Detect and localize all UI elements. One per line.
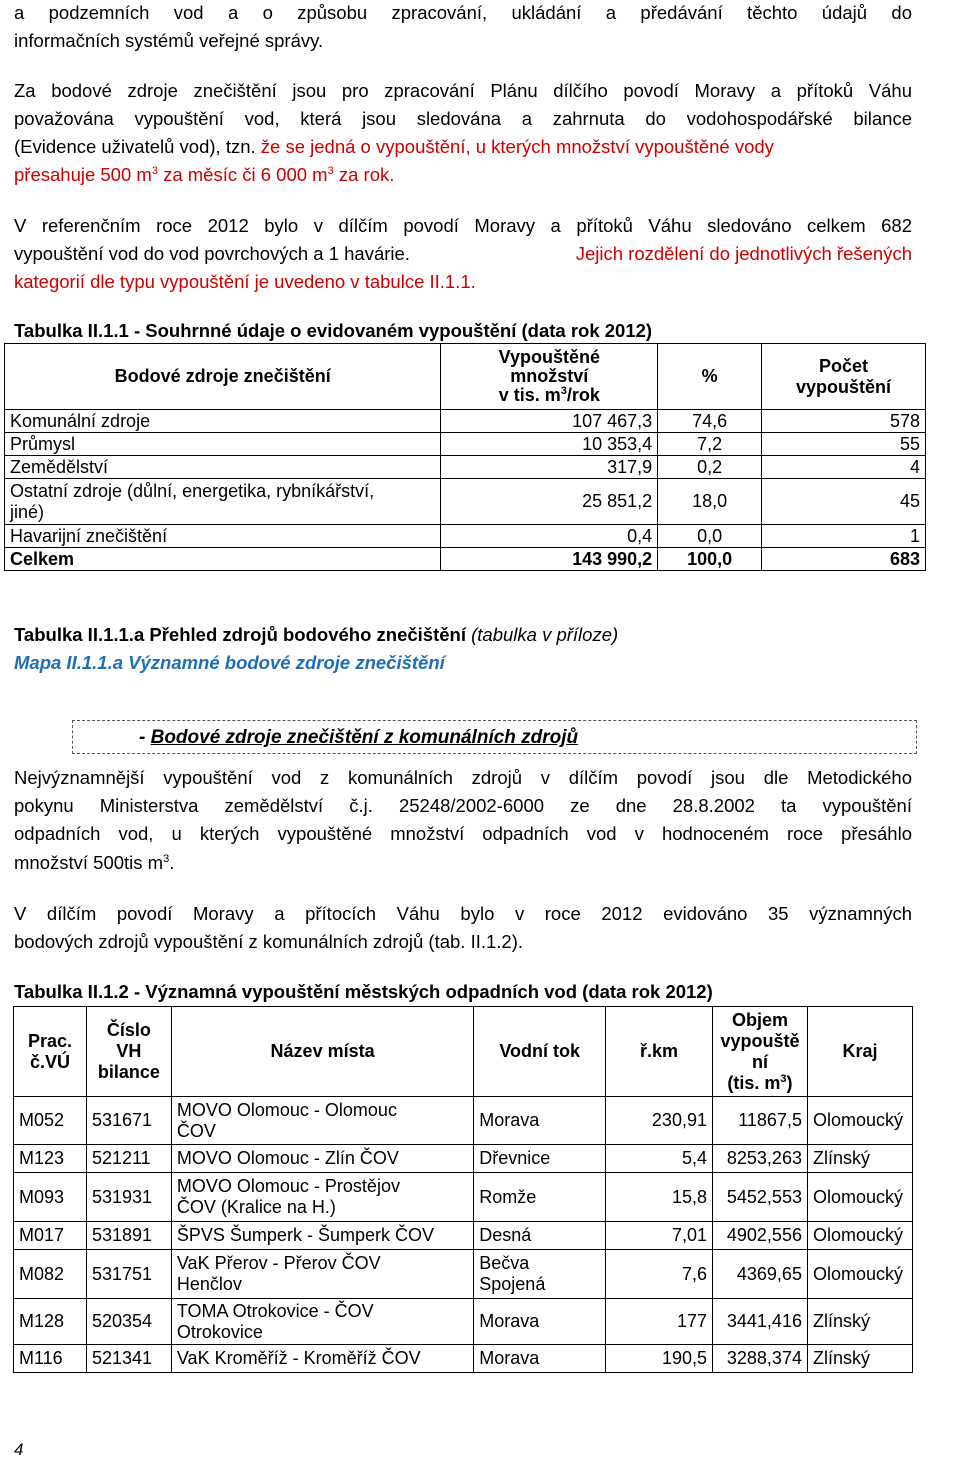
cell-vh: 531671 [86,1097,171,1145]
sup-m3: 3 [163,853,170,865]
section-heading-box [72,720,917,754]
cell-stream [474,1250,606,1299]
table-row [5,456,926,479]
cell-place-l1: MOVO Olomouc - Prostějov [176,1176,400,1196]
cell-stream: Morava [474,1345,606,1373]
para2-line3: kategorií dle typu vypouštění je uvedeno v tabulce II.1.1. [14,271,476,292]
cell-stream-l1: Bečva [479,1253,530,1273]
cell-prac: M128 [14,1299,87,1345]
header-region: Kraj [807,1007,912,1097]
cell-volume: 8253,263 [712,1145,807,1173]
para2-l2a: vypouštění vod do vod povrchových a 1 havárie. [14,243,410,264]
header-amount-l3 [446,386,652,405]
para1-l4a: přesahuje 500 m [14,164,152,185]
row-name-l1: Ostatní zdroje (důlní, energetika, rybníkářství, [10,480,375,501]
cell-rkm: 177 [606,1299,713,1345]
sup-m3: 3 [327,165,334,177]
cell-stream: Romže [474,1173,606,1222]
cell-place [171,1173,473,1222]
row-pct: 7,2 [658,433,762,456]
summary-table [4,343,926,571]
cell-region: Zlínský [807,1345,912,1373]
header-pct: % [658,344,762,410]
para1-l3a: (Evidence uživatelů vod), tzn. [14,136,256,157]
table-ref-bold: Tabulka II.1.1.a Přehled zdrojů bodového znečištění [14,624,466,645]
cell-region: Olomoucký [807,1097,912,1145]
table-row [14,1345,913,1373]
row-amount: 317,9 [441,456,658,479]
cell-region: Olomoucký [807,1173,912,1222]
cell-place-l1: TOMA Otrokovice - ČOV [176,1300,374,1321]
row-name: Havarijní znečištění [5,525,441,548]
cell-region: Zlínský [807,1145,912,1173]
cell-prac: M052 [14,1097,87,1145]
cell-place: VaK Kroměříž - Kroměříž ČOV [171,1345,473,1373]
cell-place [171,1250,473,1299]
row-amount: 0,4 [441,525,658,548]
cell-volume: 3441,416 [712,1299,807,1345]
table-row [14,1250,913,1299]
header-count-l2: vypouštění [796,376,892,397]
table-row [14,1299,913,1345]
cell-stream: Morava [474,1299,606,1345]
row-count: 45 [762,479,926,525]
sup-m3: 3 [151,165,158,177]
header-vol-l3: ní [751,1051,768,1072]
para1-line2: považována vypouštění vod, která jsou sledována a zahrnuta do vodohospodářské bilance [14,108,912,129]
header-vol-sup: 3 [780,1072,787,1085]
cell-place [171,1299,473,1345]
header-vh-l3: bilance [97,1062,160,1082]
section-title: Bodové zdroje znečištění z komunálních zdrojů [150,727,579,748]
para3-line3: odpadních vod, u kterých vypouštěné množství odpadních vod v hodnoceném roce přesáhlo [14,823,912,844]
para3-l4a: množství 500tis m [14,852,164,873]
para3-line1: Nejvýznamnější vypouštění vod z komunálních zdrojů v dílčím povodí jsou dle Metodického [14,767,912,788]
para3-line4 [14,849,912,877]
cell-rkm: 7,6 [606,1250,713,1299]
cell-stream: Morava [474,1097,606,1145]
cell-prac: M116 [14,1345,87,1373]
para2-l2b: Jejich rozdělení do jednotlivých řešených [575,243,912,264]
header-vol-l4a: (tis. m [727,1072,781,1093]
header-rkm: ř.km [606,1007,713,1097]
cell-place-l2: ČOV (Kralice na H.) [176,1197,336,1217]
header-amount-l2: množství [510,366,589,386]
cell-rkm: 7,01 [606,1222,713,1250]
table-ref-italic: (tabulka v příloze) [465,624,619,645]
cell-volume: 11867,5 [712,1097,807,1145]
header-prac-l2: č.VÚ [29,1051,70,1072]
cell-vh: 531751 [86,1250,171,1299]
para2-line2 [14,240,912,268]
para3-l4b: . [169,852,175,873]
para1-line3 [14,133,912,161]
header-count-l1: Počet [819,355,869,376]
table-header-row [14,1007,913,1097]
header-place: Název místa [171,1007,473,1097]
wastewater-table [13,1006,913,1373]
row-pct: 18,0 [658,479,762,525]
para1-line4 [14,161,912,189]
table-row [5,479,926,525]
para1-l3b: že se jedná o vypouštění, u kterých množství vypouštěné vody [255,136,774,157]
row-count: 578 [762,410,926,433]
row-count: 1 [762,525,926,548]
header-vol-l2: vypouště [720,1030,800,1051]
cell-vh: 521341 [86,1345,171,1373]
header-prac [14,1007,87,1097]
cell-place-l1: VaK Přerov - Přerov ČOV [176,1253,381,1273]
cell-place-l2: Otrokovice [176,1321,263,1342]
header-volume [712,1007,807,1097]
header-vh-l1: Číslo [106,1020,151,1040]
row-pct: 100,0 [658,548,762,571]
cell-prac: M093 [14,1173,87,1222]
table-total-row [5,548,926,571]
row-name: Průmysl [5,433,441,456]
header-vol-l4 [718,1073,802,1094]
row-count: 4 [762,456,926,479]
cell-place-l2: ČOV [176,1120,216,1141]
cell-rkm: 5,4 [606,1145,713,1173]
cell-prac: M123 [14,1145,87,1173]
cell-vh: 521211 [86,1145,171,1173]
header-amount [441,344,658,410]
row-amount: 143 990,2 [441,548,658,571]
row-name-l2: jiné) [10,501,45,522]
row-count: 55 [762,433,926,456]
table-row [5,410,926,433]
cell-prac: M082 [14,1250,87,1299]
para1-line1: Za bodové zdroje znečištění jsou pro zpracování Plánu dílčího povodí Moravy a přítoků Váhu [14,80,912,101]
table-row [14,1173,913,1222]
row-name: Komunální zdroje [5,410,441,433]
section-dash: - [139,727,151,748]
header-stream: Vodní tok [474,1007,606,1097]
row-amount: 10 353,4 [441,433,658,456]
cell-place-l2: Henčlov [176,1274,242,1294]
page-number: 4 [14,1440,24,1459]
row-name: Zemědělství [5,456,441,479]
cell-volume: 4369,65 [712,1250,807,1299]
row-name [5,479,441,525]
cell-volume: 4902,556 [712,1222,807,1250]
table-row [14,1145,913,1173]
para2-line1: V referenčním roce 2012 bylo v dílčím povodí Moravy a přítoků Váhu sledováno celkem 682 [14,215,912,236]
header-amount-l1: Vypouštěné [498,347,600,367]
row-count: 683 [762,548,926,571]
cell-place: ŠPVS Šumperk - Šumperk ČOV [171,1222,473,1250]
row-amount: 107 467,3 [441,410,658,433]
header-amount-l3a: v tis. m [498,385,561,405]
row-pct: 0,0 [658,525,762,548]
cell-vh: 531931 [86,1173,171,1222]
cell-rkm: 15,8 [606,1173,713,1222]
cell-volume: 3288,374 [712,1345,807,1373]
header-count [762,344,926,410]
cell-rkm: 230,91 [606,1097,713,1145]
cell-prac: M017 [14,1222,87,1250]
header-prac-l1: Prac. [27,1030,72,1051]
table1-caption: Tabulka II.1.1 - Souhrnné údaje o evidovaném vypouštění (data rok 2012) [14,320,653,341]
cell-vh: 520354 [86,1299,171,1345]
intro-line-1: a podzemních vod a o způsobu zpracování, ukládání a předávání těchto údajů do [14,2,912,23]
intro-line-2: informačních systémů veřejné správy. [14,30,324,51]
table-row [14,1097,913,1145]
para4-line2: bodových zdrojů vypouštění z komunálních zdrojů (tab. II.1.2). [14,931,524,952]
para3-line2: pokynu Ministerstva zemědělství č.j. 25248/2002-6000 ze dne 28.8.2002 ta vypouštění [14,795,912,816]
table-header-row [5,344,926,410]
header-amount-sup: 3 [560,385,567,397]
header-vh [86,1007,171,1097]
table-reference [14,621,912,649]
cell-stream: Desná [474,1222,606,1250]
cell-place-l1: MOVO Olomouc - Olomouc [176,1099,397,1120]
cell-place [171,1097,473,1145]
para4-line1: V dílčím povodí Moravy a přítocích Váhu bylo v roce 2012 evidováno 35 významných [14,903,912,924]
header-source: Bodové zdroje znečištění [5,344,441,410]
cell-stream-l2: Spojená [479,1274,546,1294]
map-reference[interactable]: Mapa II.1.1.a Významné bodové zdroje znečištění [14,652,445,673]
header-vol-l5: ) [786,1072,793,1093]
cell-region: Olomoucký [807,1222,912,1250]
para1-l4b: za měsíc či 6 000 m [157,164,328,185]
table-row [5,433,926,456]
row-pct: 74,6 [658,410,762,433]
row-amount: 25 851,2 [441,479,658,525]
header-vh-l2: VH [116,1041,142,1061]
cell-rkm: 190,5 [606,1345,713,1373]
header-vol-l1: Objem [731,1009,788,1030]
row-name: Celkem [5,548,441,571]
cell-place: MOVO Olomouc - Zlín ČOV [171,1145,473,1173]
table-row [5,525,926,548]
cell-region: Zlínský [807,1299,912,1345]
table2-caption: Tabulka II.1.2 - Významná vypouštění městských odpadních vod (data rok 2012) [14,981,713,1002]
cell-region: Olomoucký [807,1250,912,1299]
cell-volume: 5452,553 [712,1173,807,1222]
table-row [14,1222,913,1250]
header-amount-l4: /rok [566,385,600,405]
cell-vh: 531891 [86,1222,171,1250]
para1-l4c: za rok. [333,164,395,185]
cell-stream: Dřevnice [474,1145,606,1173]
row-pct: 0,2 [658,456,762,479]
